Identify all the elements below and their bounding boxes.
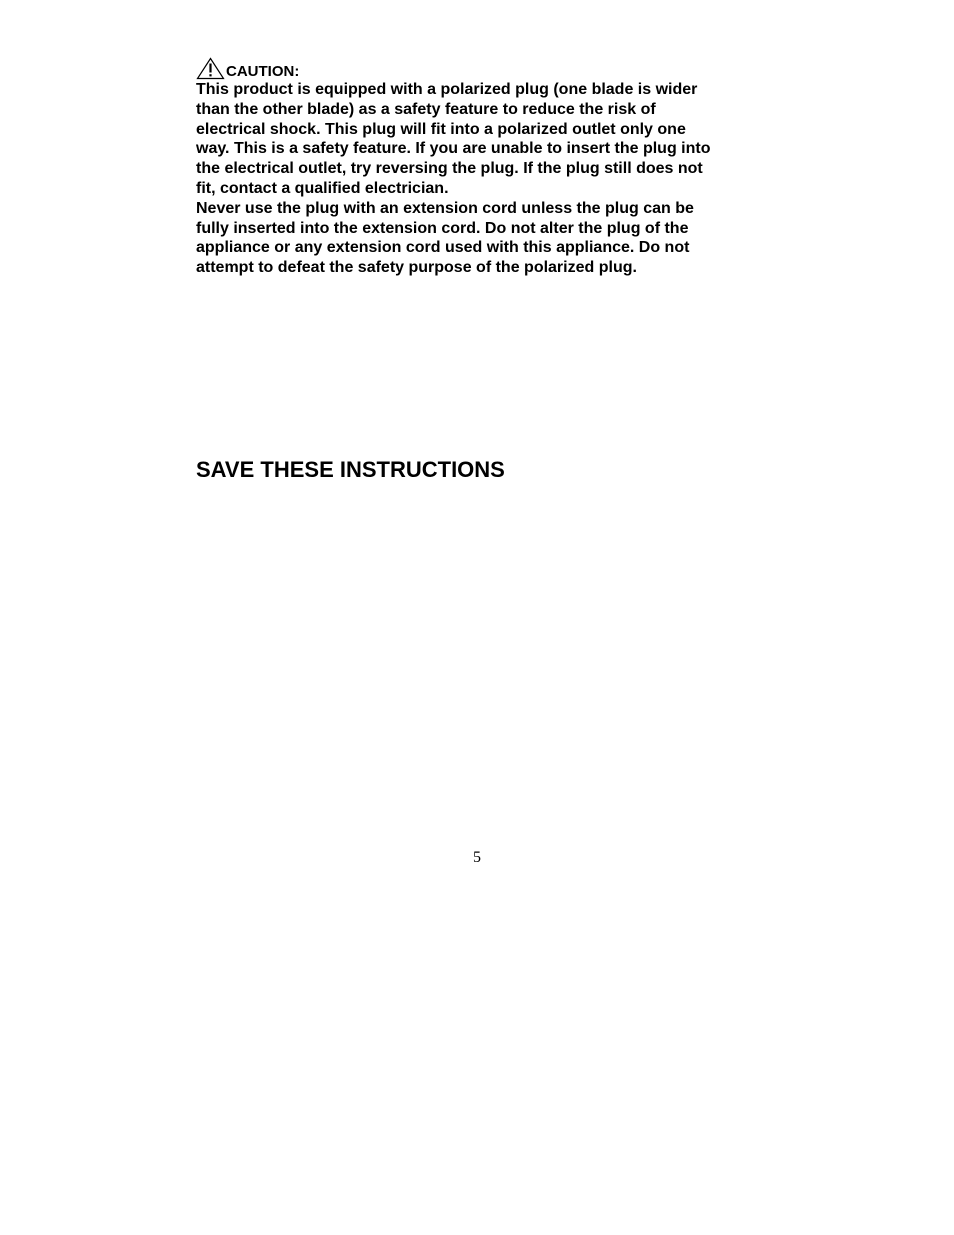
save-instructions-heading: SAVE THESE INSTRUCTIONS bbox=[196, 457, 505, 482]
caution-paragraph-extension-cord: Never use the plug with an extension cord unless the plug can be fully inserted into the extension cord. Do not alter the plug of the appliance or any extension cord used with this appliance. Do not attempt to defeat the safety purpose of the polarized plug. bbox=[196, 199, 694, 277]
caution-text bbox=[196, 80, 756, 278]
caution-label: CAUTION: bbox=[226, 63, 300, 80]
caution-heading bbox=[196, 56, 299, 80]
warning-triangle-icon bbox=[196, 57, 225, 80]
caution-paragraph-polarized-plug: This product is equipped with a polarized plug (one blade is wider than the other blade) as a safety feature to reduce the risk of electrical shock. This plug will fit into a polarized outlet only one way. This is a safety feature. If you are unable to insert the plug into the electrical outlet, try reversing the plug. If the plug still does not fit, contact a qualified electrician. bbox=[196, 81, 711, 197]
page-number: 5 bbox=[473, 849, 481, 866]
